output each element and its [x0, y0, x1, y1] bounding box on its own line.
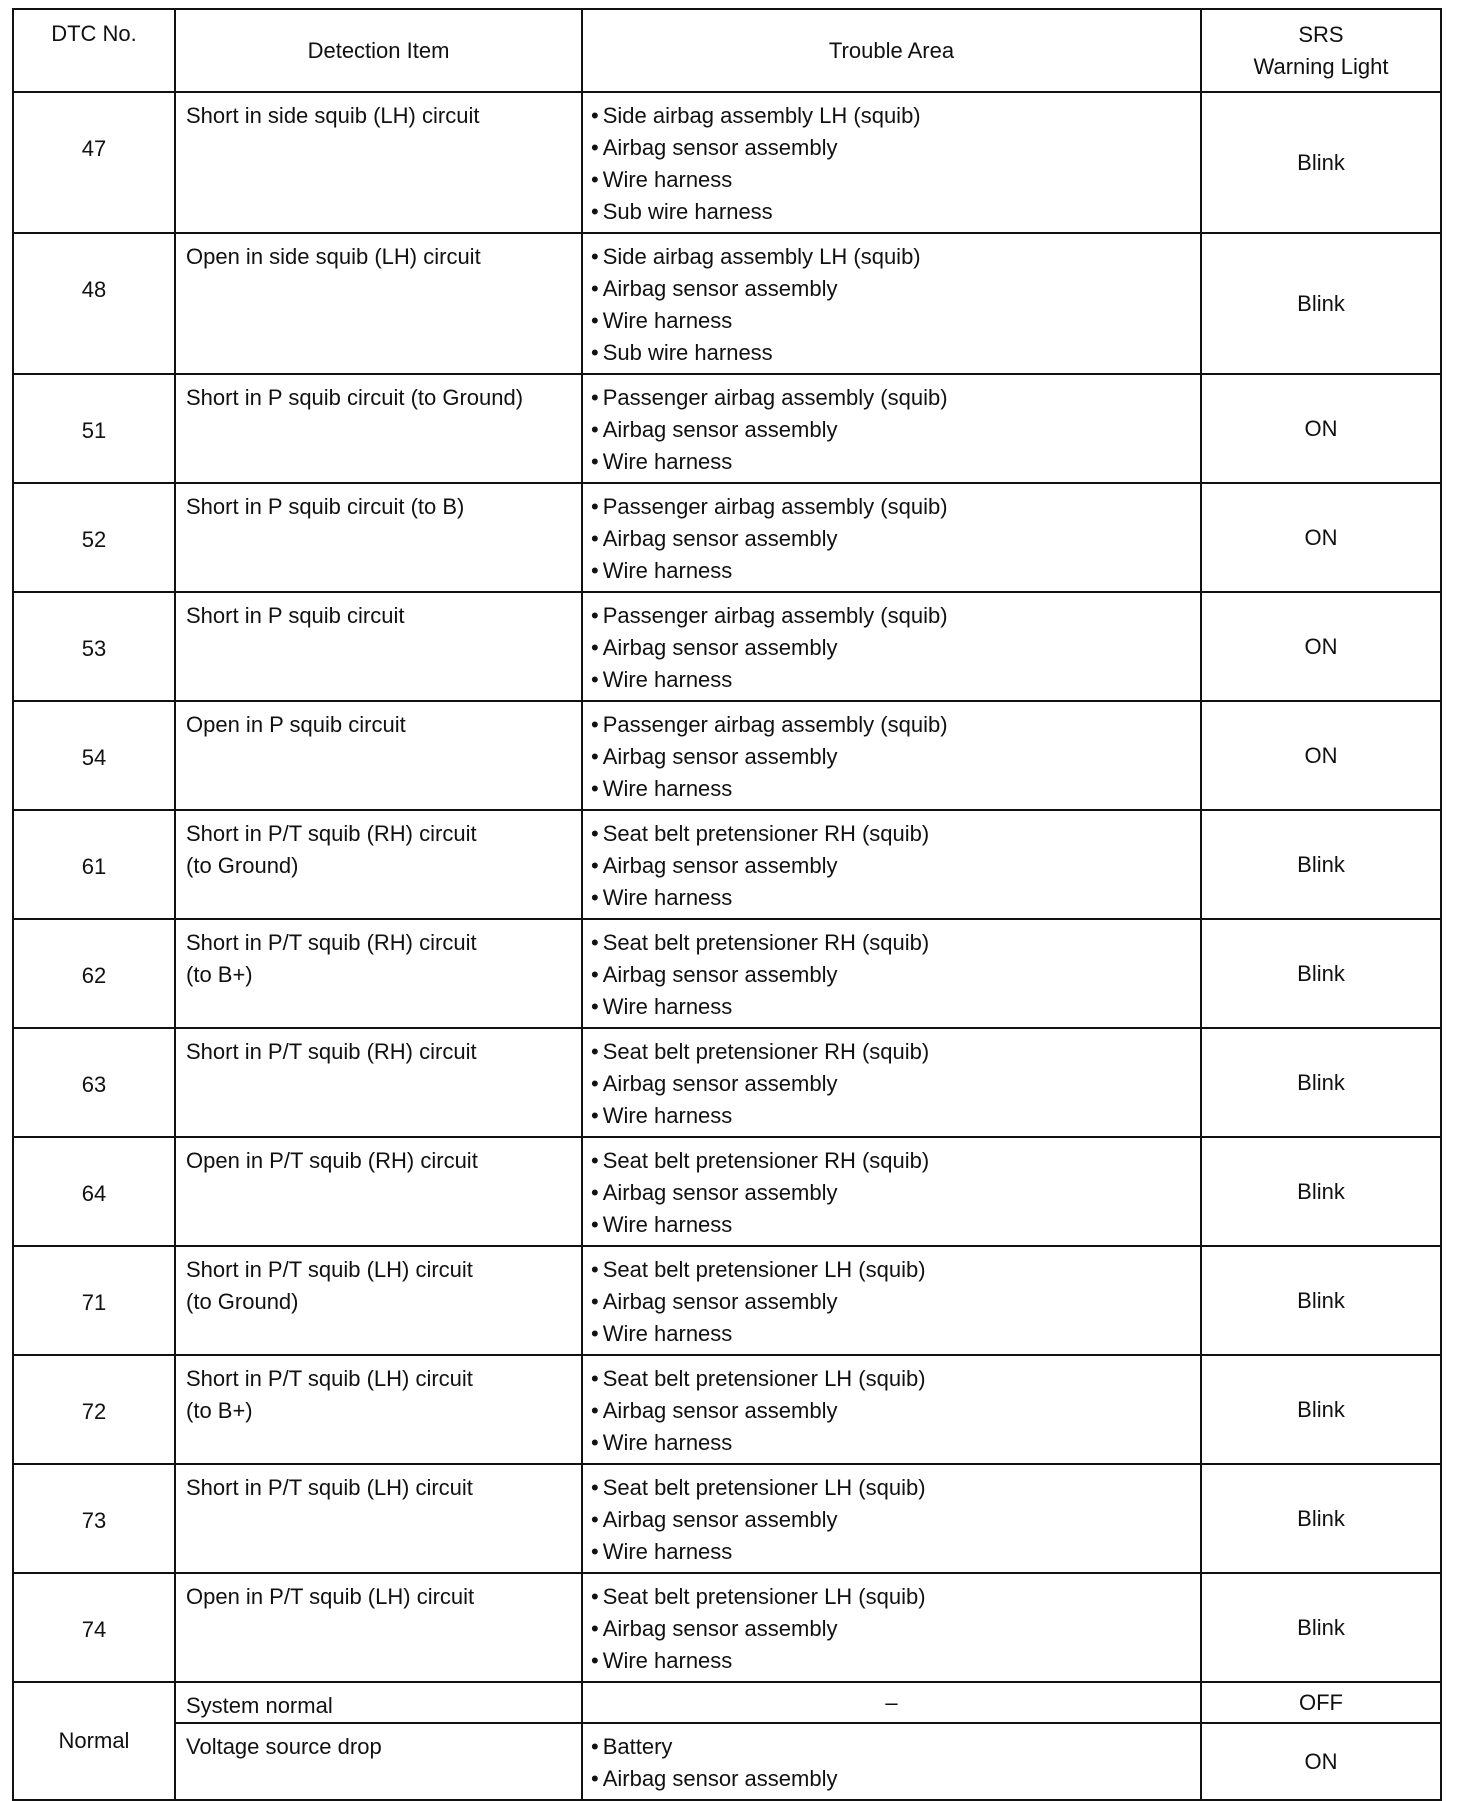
trouble-area [582, 1464, 1201, 1573]
trouble-area [582, 592, 1201, 701]
dtc-code: 72 [13, 1355, 175, 1464]
dtc-code: Normal [13, 1682, 175, 1800]
dtc-code: 64 [13, 1137, 175, 1246]
dtc-code: 63 [13, 1028, 175, 1137]
trouble-area [582, 1355, 1201, 1464]
detection-item [175, 374, 582, 483]
detection-item [175, 701, 582, 810]
trouble-area-list [591, 1472, 1200, 1568]
warning-light-status: Blink [1201, 810, 1441, 919]
warning-light-status: ON [1201, 374, 1441, 483]
trouble-area-item: • Airbag sensor assembly [591, 1286, 1200, 1318]
trouble-area-item: • Seat belt pretensioner LH (squib) [591, 1254, 1200, 1286]
trouble-area-item: • Wire harness [591, 664, 1200, 696]
table-row [13, 592, 1441, 701]
table-row [13, 1246, 1441, 1355]
trouble-area-item: • Wire harness [591, 164, 1200, 196]
table-row [13, 810, 1441, 919]
table-row [13, 919, 1441, 1028]
detection-item-line: Short in side squib (LH) circuit [186, 103, 480, 128]
trouble-area-item: • Wire harness [591, 446, 1200, 478]
table-row [13, 92, 1441, 233]
detection-item [175, 592, 582, 701]
trouble-area-item: • Wire harness [591, 773, 1200, 805]
trouble-area-item: • Battery [591, 1731, 1200, 1763]
trouble-area-list [591, 1145, 1200, 1241]
trouble-area-item: • Airbag sensor assembly [591, 1504, 1200, 1536]
trouble-area-item: • Airbag sensor assembly [591, 850, 1200, 882]
trouble-area [582, 701, 1201, 810]
table-row [13, 1137, 1441, 1246]
trouble-area [582, 1573, 1201, 1682]
trouble-area [582, 374, 1201, 483]
trouble-area-item: • Passenger airbag assembly (squib) [591, 382, 1200, 414]
detection-item [175, 1573, 582, 1682]
header-trouble-area: Trouble Area [582, 9, 1201, 92]
table-row [13, 1682, 1441, 1723]
header-row [13, 9, 1441, 92]
table-row [13, 1028, 1441, 1137]
warning-light-status: Blink [1201, 1028, 1441, 1137]
dtc-table [12, 8, 1442, 1801]
dtc-code: 51 [13, 374, 175, 483]
dtc-code: 62 [13, 919, 175, 1028]
header-detection-item: Detection Item [175, 9, 582, 92]
trouble-area-list [591, 709, 1200, 805]
detection-item-line: Short in P/T squib (LH) circuit [186, 1257, 473, 1282]
detection-item-line: Short in P/T squib (RH) circuit [186, 821, 477, 846]
dtc-code: 53 [13, 592, 175, 701]
detection-item [175, 92, 582, 233]
trouble-area-item: • Airbag sensor assembly [591, 414, 1200, 446]
warning-light-status: Blink [1201, 92, 1441, 233]
trouble-area-item: • Seat belt pretensioner LH (squib) [591, 1472, 1200, 1504]
trouble-area-item: • Airbag sensor assembly [591, 1177, 1200, 1209]
trouble-area [582, 483, 1201, 592]
detection-item [175, 1028, 582, 1137]
trouble-area-item: • Passenger airbag assembly (squib) [591, 709, 1200, 741]
detection-item [175, 233, 582, 374]
trouble-area-item: • Seat belt pretensioner LH (squib) [591, 1363, 1200, 1395]
warning-light-status: ON [1201, 701, 1441, 810]
trouble-area-list [591, 1036, 1200, 1132]
trouble-area-item: • Seat belt pretensioner RH (squib) [591, 1145, 1200, 1177]
header-warning-light [1201, 9, 1441, 92]
trouble-area [582, 810, 1201, 919]
trouble-area-list [591, 241, 1200, 369]
trouble-area-list [591, 100, 1200, 228]
trouble-area-item: • Sub wire harness [591, 337, 1200, 369]
dtc-body [13, 92, 1441, 1800]
trouble-area [582, 1723, 1201, 1800]
table-row [13, 701, 1441, 810]
dtc-code: 48 [13, 233, 175, 374]
trouble-area-item: • Seat belt pretensioner RH (squib) [591, 818, 1200, 850]
detection-item [175, 483, 582, 592]
trouble-area-item: • Side airbag assembly LH (squib) [591, 100, 1200, 132]
warning-light-status: Blink [1201, 233, 1441, 374]
table-row [13, 1573, 1441, 1682]
detection-item-line: Short in P/T squib (LH) circuit [186, 1475, 473, 1500]
warning-light-status: Blink [1201, 1137, 1441, 1246]
detection-item-line: Short in P/T squib (RH) circuit [186, 930, 477, 955]
trouble-area-item: • Wire harness [591, 1209, 1200, 1241]
header-warning-light-line2: Warning Light [1253, 53, 1389, 79]
trouble-area-item: • Airbag sensor assembly [591, 523, 1200, 555]
warning-light-status: Blink [1201, 1246, 1441, 1355]
trouble-area [582, 1137, 1201, 1246]
detection-item-line: Open in P squib circuit [186, 712, 406, 737]
trouble-area-item: • Wire harness [591, 991, 1200, 1023]
header-dtc-no: DTC No. [13, 9, 175, 92]
warning-light-status: ON [1201, 592, 1441, 701]
detection-item [175, 1137, 582, 1246]
table-row [13, 1464, 1441, 1573]
table-row [13, 1355, 1441, 1464]
detection-item-line: Short in P/T squib (LH) circuit [186, 1366, 473, 1391]
trouble-area-item: • Side airbag assembly LH (squib) [591, 241, 1200, 273]
trouble-area-list [591, 600, 1200, 696]
table-row [13, 483, 1441, 592]
trouble-area-list [591, 927, 1200, 1023]
trouble-area [582, 919, 1201, 1028]
trouble-area-list [591, 1363, 1200, 1459]
detection-item-line: (to B+) [186, 1398, 253, 1423]
trouble-area-item: • Wire harness [591, 1318, 1200, 1350]
trouble-area-item: • Airbag sensor assembly [591, 1613, 1200, 1645]
table-row [13, 374, 1441, 483]
detection-item-line: (to Ground) [186, 1289, 299, 1314]
trouble-area-item: • Airbag sensor assembly [591, 1068, 1200, 1100]
trouble-area [582, 1246, 1201, 1355]
trouble-area-item: • Airbag sensor assembly [591, 132, 1200, 164]
table-row [13, 1723, 1441, 1800]
trouble-area-item: • Seat belt pretensioner RH (squib) [591, 927, 1200, 959]
trouble-area: – [582, 1682, 1201, 1723]
trouble-area-list [591, 491, 1200, 587]
dtc-code: 54 [13, 701, 175, 810]
warning-light-status: Blink [1201, 1464, 1441, 1573]
dtc-code: 71 [13, 1246, 175, 1355]
warning-light-status: Blink [1201, 1573, 1441, 1682]
warning-light-status: OFF [1201, 1682, 1441, 1723]
detection-item: Voltage source drop [175, 1723, 582, 1800]
trouble-area [582, 92, 1201, 233]
trouble-area-item: • Passenger airbag assembly (squib) [591, 600, 1200, 632]
trouble-area-item: • Airbag sensor assembly [591, 632, 1200, 664]
detection-item-line: (to B+) [186, 962, 253, 987]
trouble-area-list [591, 1731, 1200, 1795]
warning-light-status: ON [1201, 1723, 1441, 1800]
trouble-area-list [591, 818, 1200, 914]
header-warning-light-line1: SRS [1298, 21, 1344, 47]
detection-item [175, 919, 582, 1028]
trouble-area-item: • Wire harness [591, 1100, 1200, 1132]
detection-item: System normal [175, 1682, 582, 1723]
trouble-area-item: • Wire harness [591, 1427, 1200, 1459]
trouble-area-item: • Sub wire harness [591, 196, 1200, 228]
dtc-code: 73 [13, 1464, 175, 1573]
trouble-area-item: • Wire harness [591, 882, 1200, 914]
trouble-area-item: • Wire harness [591, 1645, 1200, 1677]
trouble-area-item: • Wire harness [591, 555, 1200, 587]
trouble-area-item: • Airbag sensor assembly [591, 1395, 1200, 1427]
trouble-area-item: • Seat belt pretensioner LH (squib) [591, 1581, 1200, 1613]
trouble-area [582, 233, 1201, 374]
dtc-code: 74 [13, 1573, 175, 1682]
trouble-area-item: • Seat belt pretensioner RH (squib) [591, 1036, 1200, 1068]
trouble-area-item: • Airbag sensor assembly [591, 959, 1200, 991]
detection-item-line: Short in P/T squib (RH) circuit [186, 1039, 477, 1064]
detection-item-line: Open in P/T squib (RH) circuit [186, 1148, 478, 1173]
trouble-area-item: • Passenger airbag assembly (squib) [591, 491, 1200, 523]
warning-light-status: Blink [1201, 919, 1441, 1028]
detection-item-line: Short in P squib circuit (to B) [186, 494, 465, 519]
dtc-code: 47 [13, 92, 175, 233]
trouble-area-item: • Wire harness [591, 305, 1200, 337]
detection-item-line: Open in P/T squib (LH) circuit [186, 1584, 475, 1609]
detection-item-line: (to Ground) [186, 853, 299, 878]
trouble-area-item: • Airbag sensor assembly [591, 1763, 1200, 1795]
trouble-area-item: • Wire harness [591, 1536, 1200, 1568]
detection-item [175, 1246, 582, 1355]
warning-light-status: Blink [1201, 1355, 1441, 1464]
table-row [13, 233, 1441, 374]
detection-item [175, 810, 582, 919]
dtc-code: 52 [13, 483, 175, 592]
detection-item-line: Open in side squib (LH) circuit [186, 244, 481, 269]
trouble-area-item: • Airbag sensor assembly [591, 741, 1200, 773]
trouble-area-item: • Airbag sensor assembly [591, 273, 1200, 305]
dtc-code: 61 [13, 810, 175, 919]
detection-item-line: Short in P squib circuit (to Ground) [186, 385, 524, 410]
trouble-area-list [591, 382, 1200, 478]
detection-item-line: Short in P squib circuit [186, 603, 405, 628]
trouble-area-list [591, 1581, 1200, 1677]
detection-item [175, 1464, 582, 1573]
detection-item [175, 1355, 582, 1464]
trouble-area [582, 1028, 1201, 1137]
warning-light-status: ON [1201, 483, 1441, 592]
trouble-area-list [591, 1254, 1200, 1350]
